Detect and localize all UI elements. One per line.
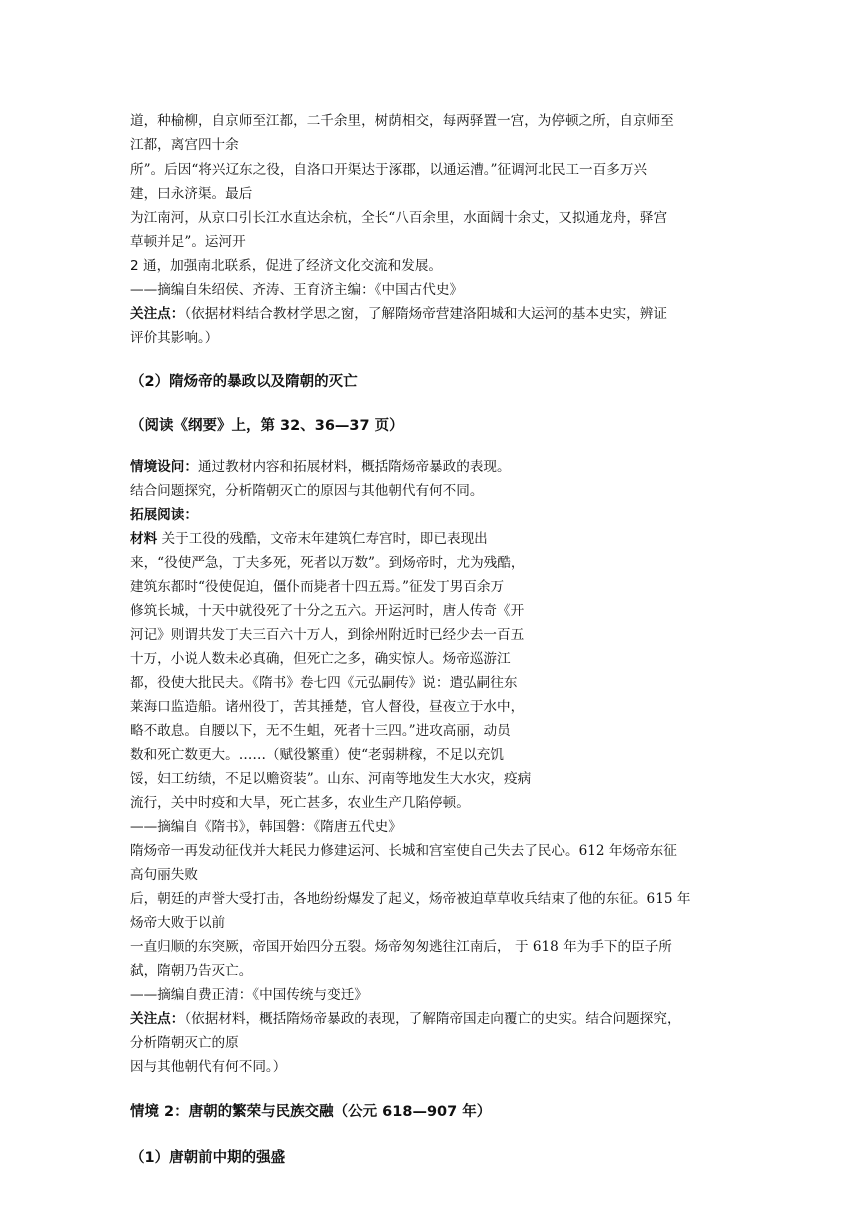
- material-line: 十万，小说人数未必真确，但死亡之多，确实惊人。炀帝巡游江: [130, 651, 511, 667]
- focus-paragraph: [130, 1007, 681, 1031]
- situation-text: 通过教材内容和拓展材料，概括隋炀帝暴政的表现。: [197, 459, 511, 475]
- text-line: 高句丽失败: [130, 867, 198, 883]
- material-line: 流行，关中时疫和大旱，死亡甚多，农业生产几陷停顿。: [130, 795, 470, 811]
- material-line: 数和死亡数更大。……（赋役繁重）使“老弱耕稼，不足以充饥: [130, 747, 504, 763]
- text-line: 弑，隋朝乃告灭亡。: [130, 963, 253, 979]
- material-text: 关于工役的残酷，文帝末年建筑仁寿宫时，即已表现出: [157, 531, 488, 547]
- situation-line2: 结合问题探究，分析隋朝灭亡的原因与其他朝代有何不同。: [130, 483, 484, 499]
- material-line: 莱海口监造船。诸州役丁，苦其捶楚，官人督役，昼夜立于水中，: [130, 699, 525, 715]
- text-line: 后，朝廷的声誉大受打击，各地纷纷爆发了起义，炀帝被迫草草收兵结束了他的东征。615 年: [130, 891, 691, 907]
- focus-text-cont: 分析隋朝灭亡的原: [130, 1035, 239, 1051]
- scene-heading: 情境 2：唐朝的繁荣与民族交融（公元 618—907 年）: [130, 1104, 492, 1120]
- text-line: 为江南河，从京口引长江水直达余杭，全长“八百余里，水面阔十余丈，又拟通龙舟，驿宫: [130, 210, 668, 226]
- text-line: 草顿并足”。运河开: [130, 234, 246, 250]
- text-line: 隋炀帝一再发动征伐并大耗民力修建运河、长城和宫室使自己失去了民心。612 年炀帝东征: [130, 843, 677, 859]
- focus-text-cont: 评价其影响。）: [130, 330, 219, 346]
- text-line: 所”。后因“将兴辽东之役，自洛口开渠达于涿郡，以通运漕。”征调河北民工一百多万兴: [130, 162, 648, 178]
- focus-text: （依据材料结合教材学思之窗，了解隋炀帝营建洛阳城和大运河的基本史实，辨证: [184, 306, 667, 322]
- focus-label: 关注点：: [130, 306, 185, 322]
- material-line: 馁，妇工纺绩，不足以赡资装”。山东、河南等地发生大水灾，疫病: [130, 771, 532, 787]
- material-line: 都，役使大批民夫。《隋书》卷七四《元弘嗣传》说：遣弘嗣往东: [130, 675, 518, 691]
- material-line: 建筑东都时“役使促迫，僵仆而毙者十四五焉。”征发丁男百余万: [130, 579, 505, 595]
- subsection-heading: （1）唐朝前中期的强盛: [130, 1150, 286, 1166]
- reading-reference: （阅读《纲要》上，第 32、36—37 页）: [130, 418, 404, 434]
- focus-label: 关注点：: [130, 1011, 185, 1027]
- text-line: 炀帝大败于以前: [130, 915, 226, 931]
- citation: ——摘编自《隋书》，韩国磐：《隋唐五代史》: [130, 819, 402, 835]
- text-line: 道，种榆柳，自京师至江都，二千余里，树荫相交，每两驿置一宫，为停顿之所，自京师至: [130, 113, 674, 129]
- focus-paragraph: [130, 302, 667, 326]
- material-line: 略不敢息。自腰以下，无不生蛆，死者十三四。”进攻高丽，动员: [130, 723, 511, 739]
- citation: ——摘编自朱绍侯、齐涛、王育济主编：《中国古代史》: [130, 282, 464, 298]
- material-line: 来，“役使严急，丁夫多死，死者以万数”。到炀帝时，尤为残酷，: [130, 555, 525, 571]
- text-line: 江都，离宫四十余: [130, 137, 239, 153]
- focus-text: （依据材料，概括隋炀帝暴政的表现，了解隋帝国走向覆亡的史实。结合问题探究，: [184, 1011, 681, 1027]
- material-line: [130, 527, 488, 551]
- material-line: 河记》则谓共发丁夫三百六十万人，到徐州附近时已经少去一百五: [130, 627, 525, 643]
- material-line: 修筑长城，十天中就役死了十分之五六。开运河时，唐人传奇《开: [130, 603, 525, 619]
- text-line: 建，曰永济渠。最后: [130, 186, 253, 202]
- focus-text-cont: 因与其他朝代有何不同。）: [130, 1059, 287, 1075]
- text-line: 2 通，加强南北联系，促进了经济文化交流和发展。: [130, 258, 443, 274]
- section-heading: （2）隋炀帝的暴政以及隋朝的灭亡: [130, 374, 358, 390]
- situation-question: [130, 455, 511, 479]
- situation-label: 情境设问：: [130, 459, 198, 475]
- citation: ——摘编自费正清：《中国传统与变迁》: [130, 987, 368, 1003]
- extend-reading-label: 拓展阅读：: [130, 507, 198, 523]
- material-label: 材料: [130, 531, 158, 547]
- text-line: 一直归顺的东突厥，帝国开始四分五裂。炀帝匆匆逃往江南后， 于 618 年为手下的臣子所: [130, 939, 672, 955]
